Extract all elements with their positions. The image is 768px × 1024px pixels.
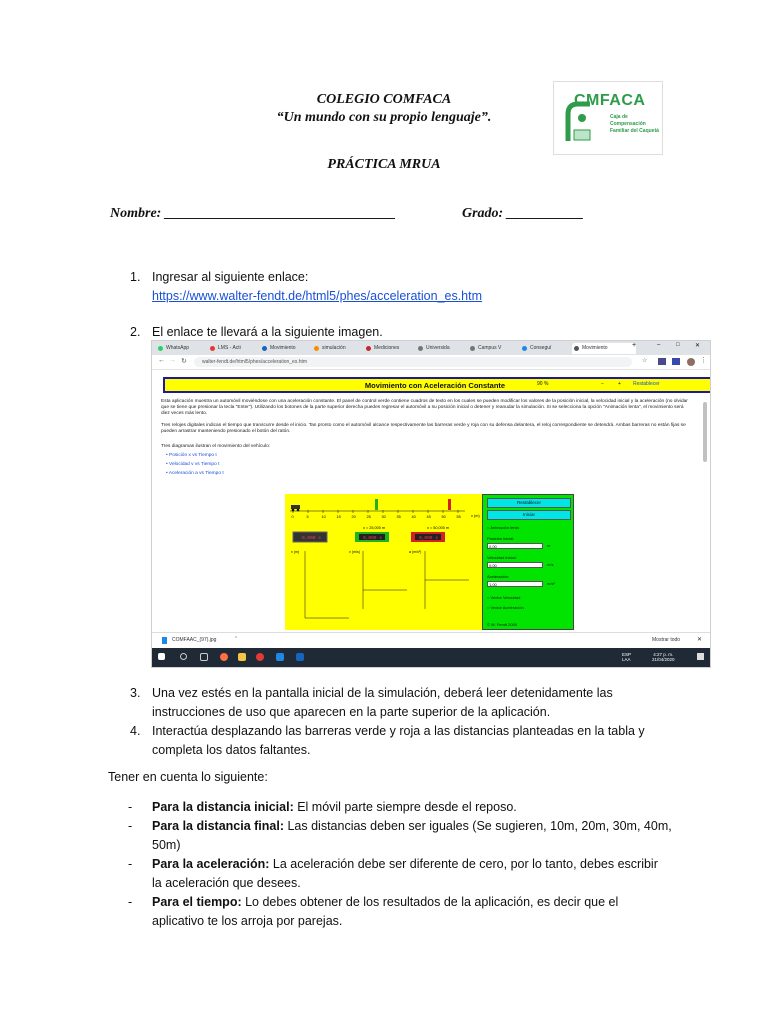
menu-icon: ⋮	[700, 357, 707, 364]
acceleration-field: 1,00	[487, 581, 543, 587]
acceleration-vector-option: ○ Vector Aceleración	[487, 605, 524, 610]
download-bar	[152, 632, 710, 649]
initial-velocity-field: 0,00	[487, 562, 543, 568]
ruler-tick-label: 55	[456, 515, 461, 519]
zoom-in-button: +	[618, 381, 621, 387]
bullet-acceleration-cont: la aceleración que desees.	[152, 876, 301, 890]
bullet-final-distance: Para la distancia final: Las distancias deben ser iguales (Se sugieren, 10m, 20m, 30m, 40m,	[152, 819, 672, 833]
forward-icon: →	[169, 357, 176, 364]
diagram-link: • Posición x vs Tiempo t	[166, 453, 217, 458]
url-field: walter-fendt.de/html5/phes/acceleration_es.htm	[194, 357, 632, 367]
zoom-reset-button: Restablecer	[633, 381, 660, 387]
folder-icon	[238, 653, 246, 661]
bullet-dash: -	[128, 857, 133, 871]
page-icon	[470, 346, 475, 351]
clock-total-value: 0,000 s	[302, 536, 321, 541]
ruler-tick-label: 20	[351, 515, 356, 519]
ruler-tick-label: 25	[366, 515, 371, 519]
school-logo	[553, 81, 663, 155]
search-icon	[180, 653, 187, 660]
app-icon	[276, 653, 284, 661]
graph-axis-label: v (m/s)	[349, 550, 360, 554]
file-icon	[162, 637, 167, 644]
green-barrier	[375, 499, 378, 510]
step-1-link-row	[152, 287, 482, 306]
maximize-icon: □	[676, 342, 680, 348]
new-tab-icon: +	[632, 342, 637, 349]
intro-text: Esta aplicación muestra un automóvil moviéndose con una aceleración constante. El panel de control verde contiene cuadros de texto en los cuales se pueden modificar los valores de la posición inicial, la velocidad inicial y la aceleración (no olvidar que se tiene que presionar la tecla "Enter"). Utilizando los botones de la parte superior derecha puedes regresar el automóvil a su posición inicial o detener y reanudar la simulación. Si se selecciona la opción "Animación lenta", el movimiento será diez veces más lento.	[161, 399, 688, 416]
avatar	[687, 358, 695, 366]
browser-tab: Movimiento	[260, 343, 320, 354]
red-barrier-label: x = 50,000 m	[427, 526, 450, 530]
step-4-continuation: completa los datos faltantes.	[152, 743, 311, 757]
step-3-continuation: instrucciones de uso que aparecen en la parte superior de la aplicación.	[152, 705, 551, 719]
school-name: COLEGIO COMFACA	[316, 92, 452, 107]
ruler-tick-label: 15	[336, 515, 341, 519]
reset-button: Restablecer	[487, 498, 571, 508]
address-bar	[152, 355, 710, 370]
close-window-icon: ✕	[695, 343, 701, 349]
back-icon: ←	[158, 357, 165, 364]
browser-tab: Campus V	[468, 343, 528, 354]
download-file-name: COMFAAC_(97).jpg	[172, 637, 217, 643]
close-icon: ✕	[697, 637, 703, 643]
car-icon	[291, 505, 300, 511]
bullet-dash: -	[128, 800, 133, 814]
browser-tab: Mediciones	[364, 343, 424, 354]
step-text: Ingresar al siguiente enlace:	[152, 270, 309, 284]
step-number: 2.	[130, 325, 141, 339]
name-field: Nombre: _________________________________	[110, 206, 396, 221]
reload-icon: ↻	[181, 358, 187, 365]
page-icon	[366, 346, 371, 351]
ruler-ticks	[292, 510, 461, 519]
browser-tab: LMS - Acti	[208, 343, 268, 354]
initial-position-field: 0,00	[487, 543, 543, 549]
whatsapp-icon	[158, 346, 163, 351]
show-all-button: Mostrar todo	[652, 637, 681, 643]
chevron-up-icon: ⌃	[234, 636, 239, 642]
bullet-time-cont: aplicativo te los arroja por parejas.	[152, 914, 343, 928]
page-icon	[418, 346, 423, 351]
app-title-bar	[163, 377, 711, 393]
task-view-icon	[200, 653, 208, 661]
step-number: 1.	[130, 270, 141, 284]
unit-label: m/s	[547, 562, 554, 567]
bullet-final-distance-cont: 50m)	[152, 838, 181, 852]
logo-subtitle: Caja de Compensación Familiar del Caquetá	[610, 114, 659, 134]
page-icon	[522, 346, 527, 351]
diagrams-intro: Tres diagramas ilustran el movimiento del vehículo:	[161, 444, 271, 449]
clock-red-value: 0,000 s	[419, 536, 438, 541]
language-indicator: ESP LAA	[622, 652, 632, 662]
initial-velocity-label: Velocidad inicial:	[487, 555, 517, 560]
windows-start-icon	[158, 653, 165, 660]
school-motto: “Un mundo con su propio lenguaje”.	[276, 110, 492, 125]
star-icon: ☆	[642, 358, 648, 364]
logo-word: CMFACA	[574, 92, 646, 109]
diagram-link: • Velocidad v vs Tiempo t	[166, 462, 220, 467]
simulation-screenshot	[151, 340, 711, 668]
bullet-dash: -	[128, 819, 133, 833]
velocity-vector-option: ○ Vector Velocidad	[487, 595, 521, 600]
browser-tab: WhatsApp	[156, 343, 216, 354]
control-panel	[482, 494, 574, 630]
clock-green-value: 0,000 s	[363, 536, 382, 541]
extension-icon	[672, 358, 680, 365]
practice-title: PRÁCTICA MRUA	[327, 157, 441, 172]
step-text: Una vez estés en la pantalla inicial de la simulación, deberá leer detenidamente las	[152, 686, 613, 700]
bullet-dash: -	[128, 895, 133, 909]
start-button: Iniciar	[487, 510, 571, 520]
diagram-link: • Aceleración a vs Tiempo t	[166, 471, 224, 476]
taskbar	[152, 648, 710, 667]
ruler-unit: x (m)	[471, 514, 480, 518]
bullet-time: Para el tiempo: Lo debes obtener de los resultados de la aplicación, es decir que el	[152, 895, 619, 909]
page-icon	[314, 346, 319, 351]
unit-label: m	[547, 543, 551, 548]
system-clock: 4:27 p. m. 21/04/2020	[652, 652, 675, 662]
slow-animation-option: ○ Animación lenta	[487, 525, 519, 530]
red-barrier	[448, 499, 451, 510]
step-text: El enlace te llevará a la siguiente imagen.	[152, 325, 383, 339]
intro-text-2: Tres relojes digitales indican el tiempo que transcurre desde el inicio. Tan pronto como el automóvil alcance respectivamente las barreras verde y roja con su defensa delantera, el reloj correspondiente se detendrá. Ambas barreras no están fijas se pueden arrastrar manteniendo presionado el botón del ratón.	[161, 423, 686, 434]
browser-tab-strip	[152, 341, 710, 355]
app-title: Movimiento con Aceleración Constante	[364, 381, 506, 390]
word-icon	[296, 653, 304, 661]
simulation-drawing	[285, 494, 482, 630]
bullet-acceleration: Para la aceleración: La aceleración debe ser diferente de cero, por lo tanto, debes escribir	[152, 857, 658, 871]
green-barrier-label: x = 25,000 m	[363, 526, 386, 530]
browser-tab-active: Movimiento	[572, 343, 636, 354]
notes-heading: Tener en cuenta lo siguiente:	[108, 770, 268, 784]
notification-icon	[697, 653, 704, 660]
step-number: 3.	[130, 686, 141, 700]
ruler-tick-label: 0	[291, 515, 294, 519]
browser-tab: Conseguí	[520, 343, 580, 354]
simulation-link[interactable]: https://www.walter-fendt.de/html5/phes/acceleration_es.htm	[152, 289, 483, 303]
ruler-tick-label: 5	[306, 515, 309, 519]
chrome-icon	[256, 653, 264, 661]
page-icon	[574, 346, 579, 351]
grade-field: Grado: ___________	[462, 206, 584, 221]
step-text: Interactúa desplazando las barreras verde y roja a las distancias planteadas en la tabla y	[152, 724, 645, 738]
ruler-tick-label: 40	[411, 515, 416, 519]
step-number: 4.	[130, 724, 141, 738]
ruler-tick-label: 35	[396, 515, 401, 519]
simulation-page	[152, 370, 710, 632]
ruler-tick-label: 50	[441, 515, 446, 519]
ruler-tick-label: 45	[426, 515, 431, 519]
acceleration-label: Aceleración:	[487, 574, 510, 579]
graph-axes	[305, 551, 469, 618]
initial-position-label: Posición inicial:	[487, 536, 515, 541]
minimize-icon: –	[657, 342, 661, 348]
ruler-tick-label: 30	[381, 515, 386, 519]
graph-axis-label: a (m/s²)	[409, 550, 422, 554]
graph-axis-label: x (m)	[291, 550, 300, 554]
ruler-tick-label: 10	[321, 515, 326, 519]
bullet-initial-distance: Para la distancia inicial: El móvil parte siempre desde el reposo.	[152, 800, 517, 814]
zoom-out-button: −	[601, 381, 604, 387]
page-icon	[210, 346, 215, 351]
credit: © W. Fendt 2000	[487, 622, 518, 627]
browser-tab: Universida	[416, 343, 476, 354]
page-icon	[262, 346, 267, 351]
zoom-level: 90 %	[537, 381, 549, 387]
page-scrollbar	[703, 402, 707, 462]
unit-label: m/s²	[547, 581, 555, 586]
extension-icon	[658, 358, 666, 365]
firefox-icon	[220, 653, 228, 661]
browser-tab: simulación	[312, 343, 372, 354]
